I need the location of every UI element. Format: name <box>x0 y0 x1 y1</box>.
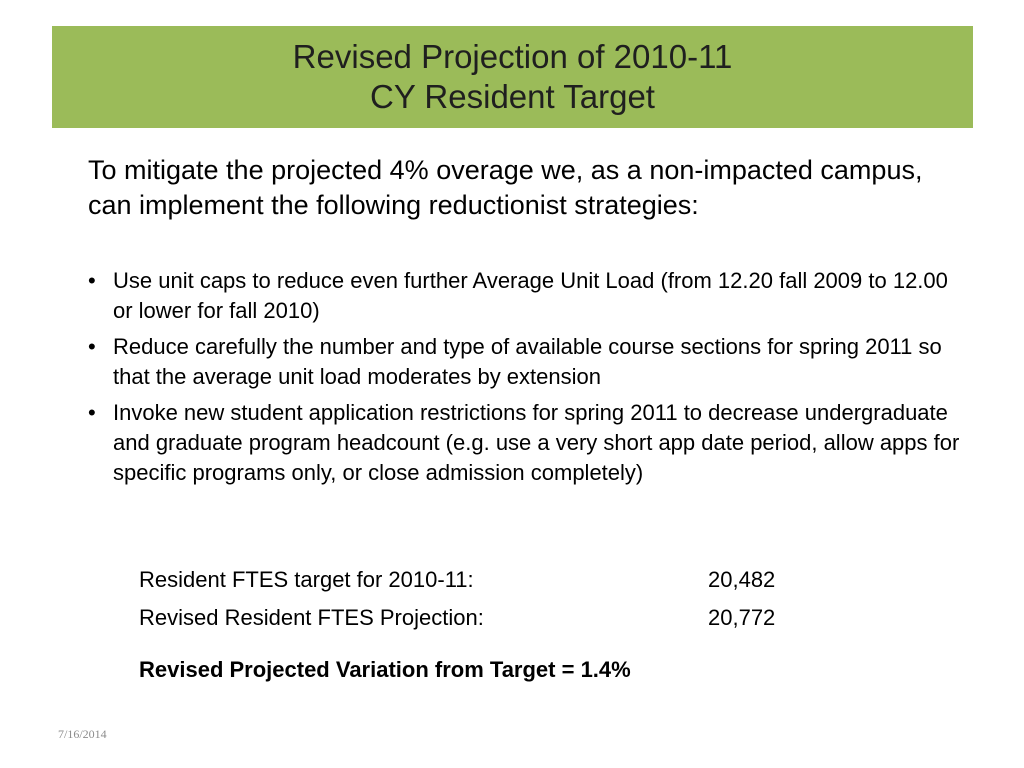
strategy-text: Invoke new student application restrictions for spring 2011 to decrease undergraduate and graduate program headcount (e.g. use a very short app date period, allow apps for specific programs only, or close admission completely) <box>113 400 960 485</box>
slide-title-line-1: Revised Projection of 2010-11 <box>292 38 733 75</box>
stat-row-projection <box>139 603 839 633</box>
strategy-item <box>88 266 968 326</box>
stat-label: Resident FTES target for 2010-11: <box>139 567 474 592</box>
title-band <box>52 26 973 128</box>
bullet-icon: • <box>88 334 96 359</box>
slide-title-line-2: CY Resident Target <box>370 78 655 115</box>
variation-summary: Revised Projected Variation from Target = 1.4% <box>139 657 631 682</box>
strategy-item <box>88 398 968 488</box>
intro-paragraph: To mitigate the projected 4% overage we, as a non-impacted campus, can implement the following reductionist strategies: <box>88 155 923 220</box>
stat-value: 20,772 <box>708 605 776 630</box>
strategy-list <box>88 266 968 494</box>
strategy-item <box>88 332 968 392</box>
strategy-text: Use unit caps to reduce even further Average Unit Load (from 12.20 fall 2009 to 12.00 or lower for fall 2010) <box>113 268 948 323</box>
bullet-icon: • <box>88 268 96 293</box>
stat-row-target <box>139 565 839 595</box>
ftes-stats <box>139 565 839 641</box>
bullet-icon: • <box>88 400 96 425</box>
stat-label: Revised Resident FTES Projection: <box>139 605 484 630</box>
strategy-text: Reduce carefully the number and type of available course sections for spring 2011 so that the average unit load moderates by extension <box>113 334 942 389</box>
stat-value: 20,482 <box>708 567 776 592</box>
footer-date: 7/16/2014 <box>58 727 107 741</box>
